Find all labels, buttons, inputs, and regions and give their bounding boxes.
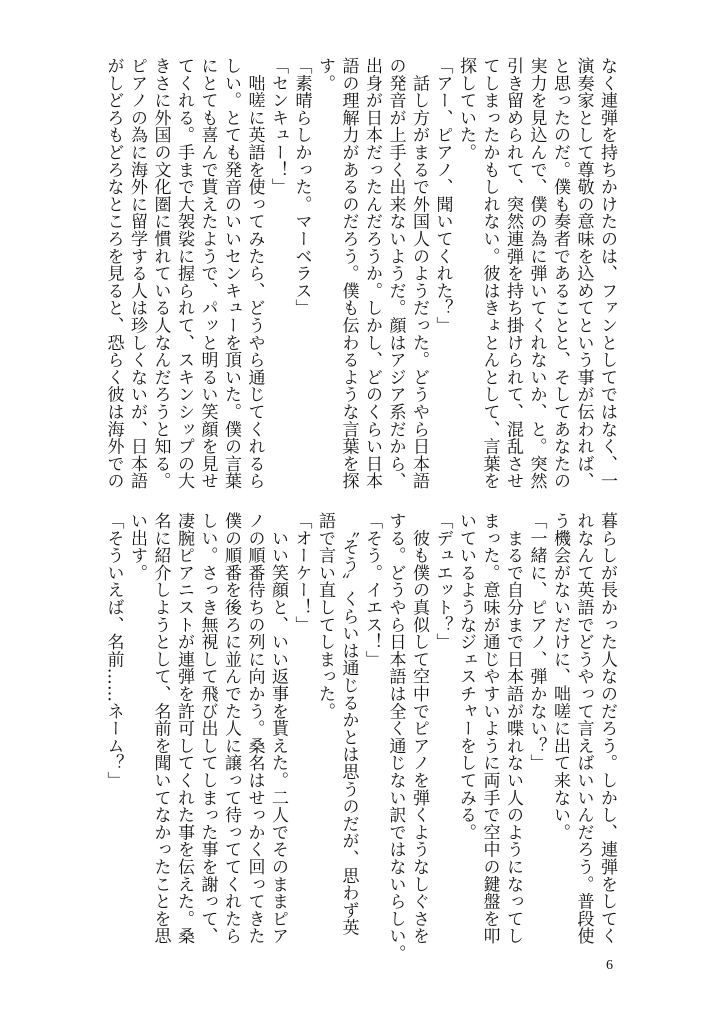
text-line: 凄腕ピアニストが連弾を許可してくれた事を伝えた。桑 [174,512,194,945]
page-number: 6 [606,958,613,973]
text-line: ノの順番待ちの列に向かう。桑名はせっかく回ってきた [244,512,265,945]
text-line: しい。さっき無視して飛び出してしまった事を謝って、 [197,512,218,945]
text-line: てくれる。手まで大袈裟に握られて、スキンシップの大 [174,57,194,490]
text-line: 「素晴らしかった。マーベラス」 [291,57,312,317]
text-line: 名に紹介しようとして、名前を聞いてなかったことを思 [150,512,171,945]
text-line: きさに外国の文化圏に慣れている人なんだろうと知る。 [150,57,171,490]
text-line: 「オーケー！」 [291,512,312,634]
text-line: い出す。 [127,512,147,582]
text-line: にとても喜んで貰えたようで、パッと明るい笑顔を見せ [197,57,218,490]
text-line: 引き留められて、突然連弾を持ち掛けられて、混乱させ [503,57,523,490]
text-line: する。どうやら日本語は全く通じない訳ではないらしい。 [385,512,406,962]
text-line: 〝そう〟くらいは通じるかとは思うのだが、思わず英 [338,512,359,936]
text-block-bottom [101,512,618,962]
text-line: 「一緒に、ピアノ、弾かない？」 [526,512,547,772]
text-line: 話し方がまるで外国人のようだった。どうやら日本語 [409,57,429,490]
text-line: 僕の順番を後ろに並んでた人に譲って待っててくれたら [221,512,241,945]
text-line: の発音が上手く出来ないようだ。顔はアジア系だから、 [385,57,406,490]
text-line: 「そういえば、名前……ネーム？」 [103,512,124,789]
text-line: まった。意味が通じやすいように両手で空中の鍵盤を叩 [479,512,500,945]
text-line: 探していた。 [456,57,476,161]
text-line: しい。とても発音のいいセンキューを頂いた。僕の言葉 [221,57,241,490]
text-line: なく連弾を持ちかけたのは、ファンとしてではなく、一 [597,57,617,490]
text-line: 実力を見込んで、僕の為に弾いてくれないか、と。突然 [526,57,547,490]
text-line: と思ったのだ。僕も奏者であることと、そしてあなたの [550,57,570,490]
text-line: 「デュエット？」 [432,512,453,651]
text-line: 咄嗟に英語を使ってみたら、どうやら通じてくれるら [244,57,265,490]
text-line: 出身が日本だったんだろうか。しかし、どのくらい日本 [362,57,382,490]
text-line: てしまったかもしれない。彼はきょとんとして、言葉を [479,57,500,490]
text-line: れなんて英語でどうやって言えばいいんだろう。普段使 [573,512,594,945]
text-line: 語の理解力があるのだろう。僕も伝わるような言葉を探 [338,57,359,490]
text-line: 「そう。イエス！」 [362,512,382,668]
text-line: 「センキュー！」 [268,57,288,196]
text-line: がしどろもどろなところを見ると、恐らく彼は海外での [103,57,124,490]
text-line: 暮らしが長かった人なのだろう。しかし、連弾をしてく [597,512,617,945]
text-line: 演奏家として尊敬の意味を込めてという事が伝われば、 [573,57,594,490]
text-block-top [101,57,618,497]
text-line: 「アー、ピアノ、聞いてくれた？」 [432,57,453,334]
text-line: 語で言い直してしまった。 [315,512,335,720]
text-line: う機会がないだけに、咄嗟に出て来ない。 [550,512,570,841]
text-line: す。 [315,57,335,92]
text-line: いい笑顔と、いい返事を貰えた。二人でそのままピア [268,512,288,945]
text-line: まるで自分まで日本語が喋れない人のようになってし [503,512,523,945]
text-line: いているようなジェスチャーをしてみる。 [456,512,476,841]
text-line: 彼も僕の真似して空中でピアノを弾くようなしぐさを [409,512,429,945]
text-line: ピアノの為に海外に留学する人は珍しくないが、日本語 [127,57,147,490]
